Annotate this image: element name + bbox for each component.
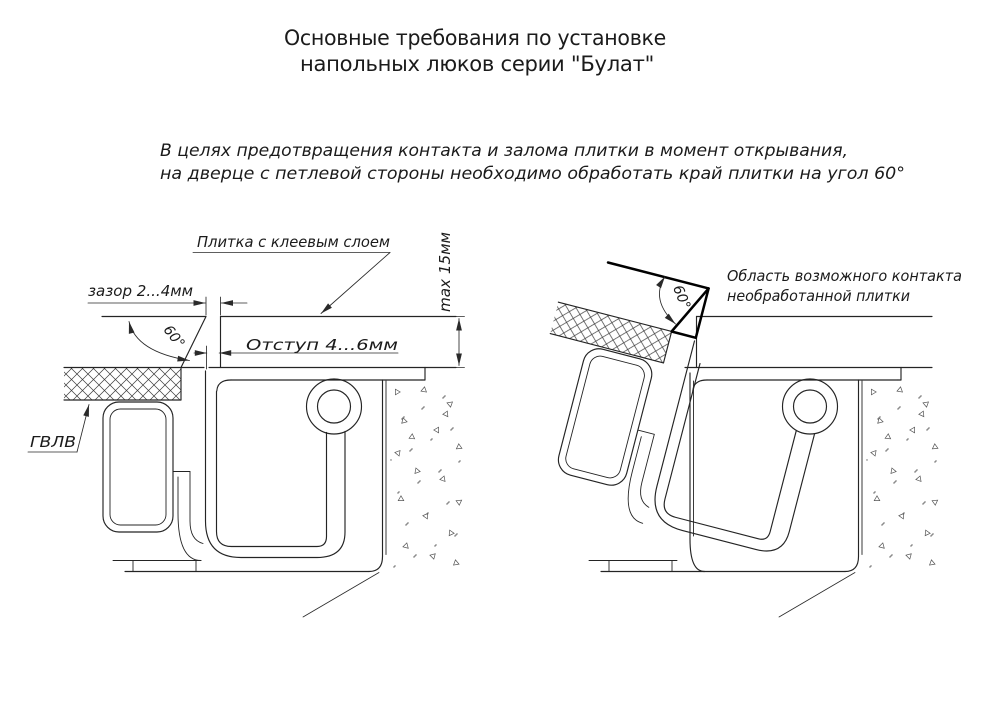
label-angle-left: 60° (159, 322, 188, 352)
hinge-pin-outer (307, 379, 362, 434)
label-gap: зазор 2...4мм (88, 282, 194, 300)
note-line1: В целях предотвращения контакта и залома плитки в момент открывания, (160, 141, 848, 160)
label-offset: Отступ 4...6мм (246, 336, 399, 354)
label-angle-right: 60° (669, 282, 694, 313)
gvl-panel-hatch (64, 368, 181, 400)
gvl-panel-hatch (550, 303, 671, 363)
right-view-frame (589, 317, 938, 618)
label-gvl: ГВЛВ (30, 433, 76, 451)
page-title-line2: напольных люков серии "Булат" (300, 52, 654, 77)
note-line2: на дверце с петлевой стороны необходимо обработать край плитки на угол 60° (160, 164, 906, 183)
label-tile-with-glue: Плитка с клеевым слоем (197, 233, 391, 251)
hinge-pin-outer (783, 379, 838, 434)
right-view-annotations (659, 277, 675, 325)
label-contact-area-line1: Область возможного контакта (727, 267, 962, 285)
lid-tube-outer (103, 402, 173, 532)
label-max-thickness: max 15мм (436, 230, 454, 312)
label-contact-area-line2: необработанной плитки (727, 287, 910, 305)
page-title-line1: Основные требования по установке (284, 26, 667, 51)
